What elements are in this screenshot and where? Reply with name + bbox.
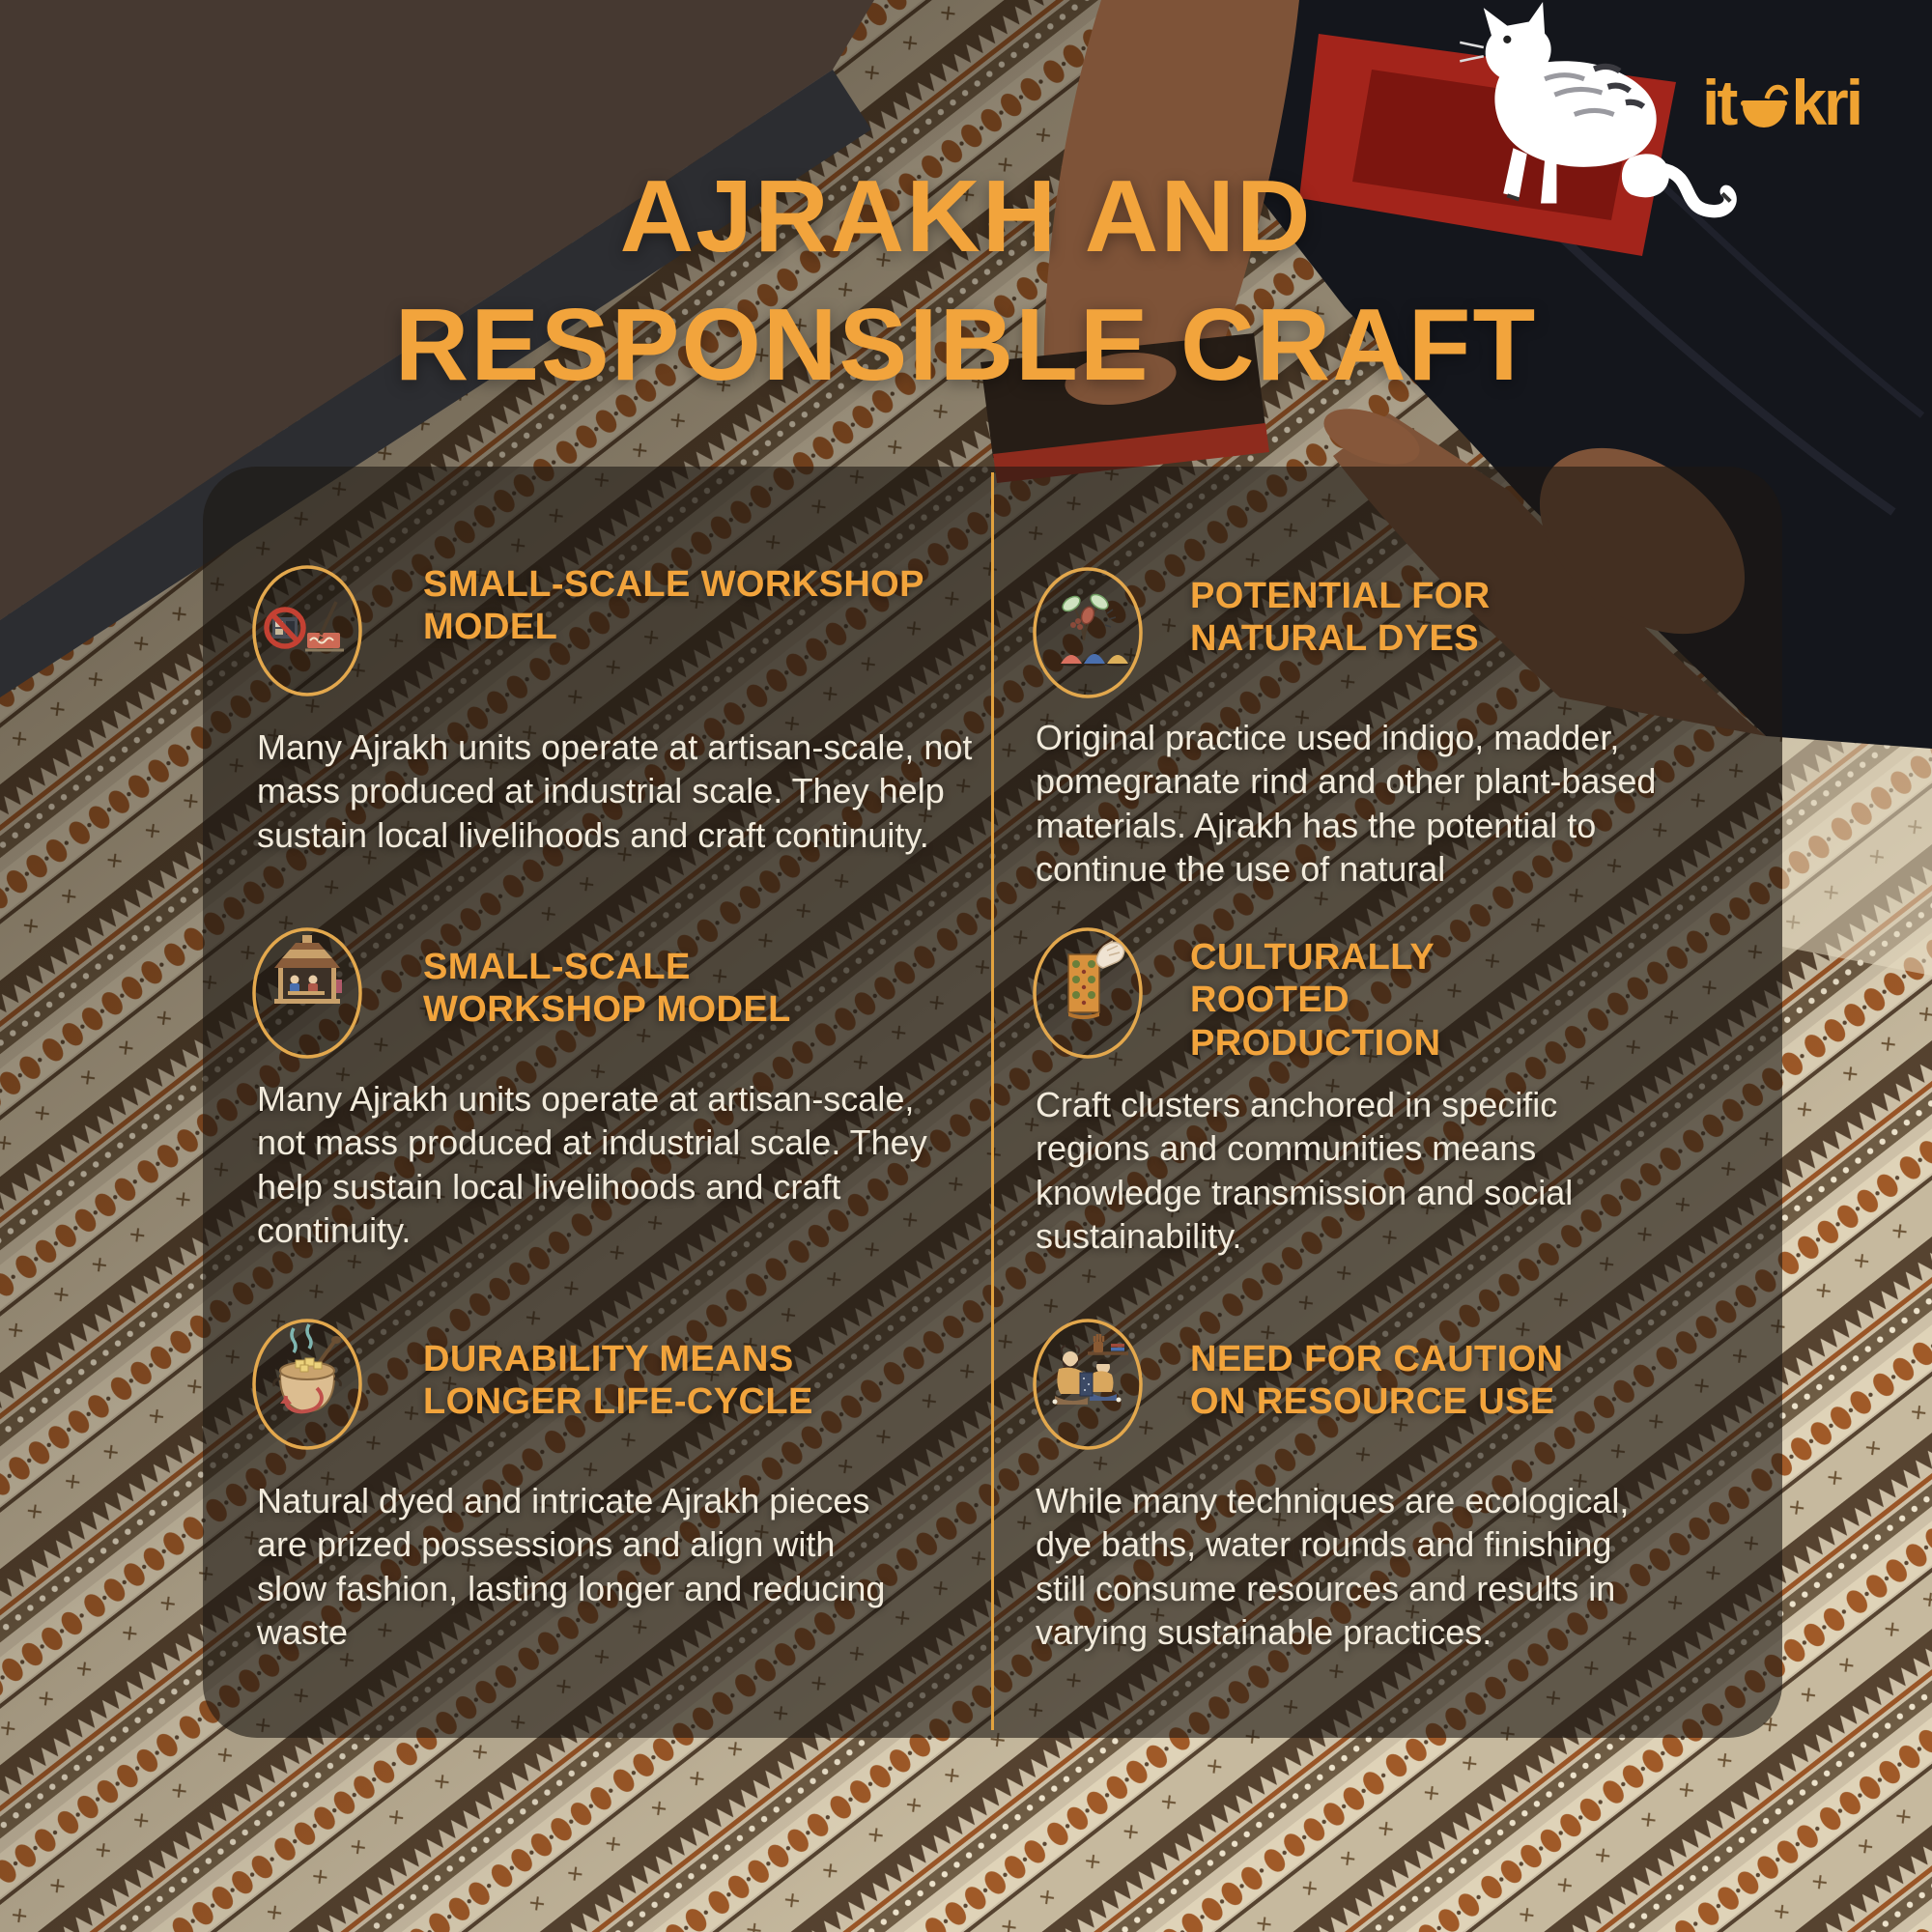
section-heading: SMALL-SCALE WORKSHOP MODEL — [423, 564, 924, 648]
section-heading: DURABILITY MEANS LONGER LIFE-CYCLE — [423, 1339, 813, 1423]
itokri-logo — [1702, 66, 1861, 139]
section-body: Many Ajrakh units operate at artisan-scale, not mass produced at industrial scale. They help sustain local livelihoods and craft continuity. — [257, 727, 973, 855]
title-line2: RESPONSIBLE CRAFT — [394, 287, 1538, 402]
section-body: Craft clusters anchored in specific regions and communities means knowledge transmission and social sustainability. — [1036, 1085, 1574, 1257]
section-body: Original practice used indigo, madder, pomegranate rind and other plant-based materials. Ajrakh has the potential to continue the use of natural — [1036, 718, 1657, 890]
title-line1: AJRAKH AND — [619, 159, 1313, 273]
hand-holding-fabric-icon — [1030, 923, 1146, 1064]
logo-text-it: it — [1702, 67, 1736, 138]
basket-icon — [1738, 77, 1790, 133]
section-heading: POTENTIAL FOR NATURAL DYES — [1190, 576, 1491, 660]
section-body: Many Ajrakh units operate at artisan-scale, not mass produced at industrial scale. They help sustain local livelihoods and craft continuity. — [257, 1079, 927, 1251]
content-panel — [203, 467, 1782, 1738]
section-heading: NEED FOR CAUTION ON RESOURCE USE — [1190, 1339, 1564, 1423]
no-mass-production-icon — [249, 561, 365, 701]
column-divider — [991, 472, 994, 1730]
artisans-at-work-icon — [1030, 1315, 1146, 1455]
workshop-building-icon — [249, 923, 365, 1064]
section-body: Natural dyed and intricate Ajrakh pieces are prized possessions and align with slow fashion, lasting longer and reducing waste — [257, 1481, 886, 1653]
section-heading: CULTURALLY ROOTED PRODUCTION — [1190, 937, 1441, 1064]
section-heading: SMALL-SCALE WORKSHOP MODEL — [423, 947, 791, 1031]
section-body: While many techniques are ecological, dye baths, water rounds and finishing still consume resources and results in varying sustainable practices. — [1036, 1481, 1630, 1653]
logo-text-kri: kri — [1791, 67, 1861, 138]
dye-pot-icon — [249, 1315, 365, 1455]
natural-dyes-icon — [1030, 563, 1146, 703]
page-title — [0, 153, 1932, 409]
